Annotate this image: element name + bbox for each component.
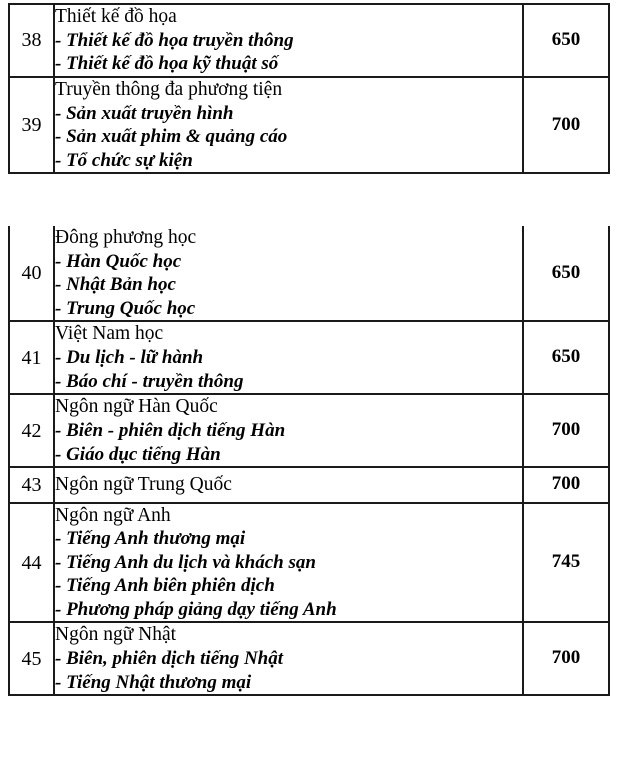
major-title: Thiết kế đồ họa [55, 6, 177, 27]
specialization-item: - Thiết kế đồ họa kỹ thuật số [55, 53, 279, 75]
specialization-list [55, 346, 522, 393]
table-row [9, 467, 609, 502]
major-name-cell [54, 467, 523, 502]
major-title: Ngôn ngữ Trung Quốc [55, 474, 232, 496]
row-index-cell: 39 [9, 77, 54, 173]
specialization-item: - Biên - phiên dịch tiếng Hàn [55, 420, 286, 442]
specialization-item: - Tổ chức sự kiện [55, 149, 193, 171]
major-title: Ngôn ngữ Nhật [55, 624, 177, 646]
table-row [9, 4, 609, 77]
specialization-item: - Nhật Bản học [55, 274, 176, 296]
row-index-cell: 45 [9, 622, 54, 695]
major-name-cell [54, 622, 523, 695]
specialization-item: - Phương pháp giảng dạy tiếng Anh [55, 598, 337, 620]
specialization-item: - Tiếng Anh thương mại [55, 528, 246, 550]
specialization-item: - Trung Quốc học [55, 297, 196, 319]
specialization-list [55, 647, 522, 694]
major-title: Đông phương học [55, 227, 197, 248]
row-index-cell: 38 [9, 4, 54, 77]
specialization-item: - Biên, phiên dịch tiếng Nhật [55, 648, 284, 670]
row-index-cell: 42 [9, 394, 54, 467]
specialization-item: - Thiết kế đồ họa truyền thông [55, 29, 294, 51]
fee-table-1 [8, 3, 610, 174]
specialization-item: - Giáo dục tiếng Hàn [55, 443, 221, 465]
row-index-cell: 41 [9, 321, 54, 394]
specialization-list [55, 29, 522, 76]
specialization-item: - Tiếng Anh du lịch và khách sạn [55, 551, 316, 573]
major-title: Ngôn ngữ Hàn Quốc [55, 396, 218, 418]
table-row [9, 321, 609, 394]
specialization-item: - Du lịch - lữ hành [55, 347, 204, 369]
major-title: Việt Nam học [55, 323, 164, 345]
row-index-cell: 43 [9, 467, 54, 502]
major-name-cell [54, 226, 523, 321]
specialization-list [55, 419, 522, 466]
fee-value-cell: 700 [523, 394, 609, 467]
fee-value-cell: 700 [523, 77, 609, 173]
fee-table-2 [8, 226, 610, 696]
table-row [9, 77, 609, 173]
fee-value-cell: 650 [523, 321, 609, 394]
specialization-item: - Tiếng Nhật thương mại [55, 671, 252, 693]
specialization-list [55, 102, 522, 173]
major-title: Truyền thông đa phương tiện [55, 78, 283, 100]
specialization-item: - Hàn Quốc học [55, 250, 182, 272]
major-name-cell [54, 503, 523, 623]
specialization-item: - Báo chí - truyền thông [55, 370, 244, 392]
major-name-cell [54, 4, 523, 77]
specialization-item: - Tiếng Anh biên phiên dịch [55, 575, 275, 597]
row-index-cell: 40 [9, 226, 54, 321]
table-row [9, 622, 609, 695]
specialization-item: - Sản xuất truyền hình [55, 102, 234, 124]
table-row [9, 503, 609, 623]
major-name-cell [54, 77, 523, 173]
specialization-list [55, 527, 522, 621]
fee-value-cell: 700 [523, 622, 609, 695]
table-row [9, 394, 609, 467]
fee-value-cell: 650 [523, 226, 609, 321]
fee-value-cell: 700 [523, 467, 609, 502]
row-index-cell: 44 [9, 503, 54, 623]
fee-value-cell: 650 [523, 4, 609, 77]
major-name-cell [54, 321, 523, 394]
major-name-cell [54, 394, 523, 467]
fee-value-cell: 745 [523, 503, 609, 623]
major-title: Ngôn ngữ Anh [55, 504, 171, 526]
table-row [9, 226, 609, 321]
specialization-item: - Sản xuất phim & quảng cáo [55, 126, 288, 148]
specialization-list [55, 250, 522, 321]
